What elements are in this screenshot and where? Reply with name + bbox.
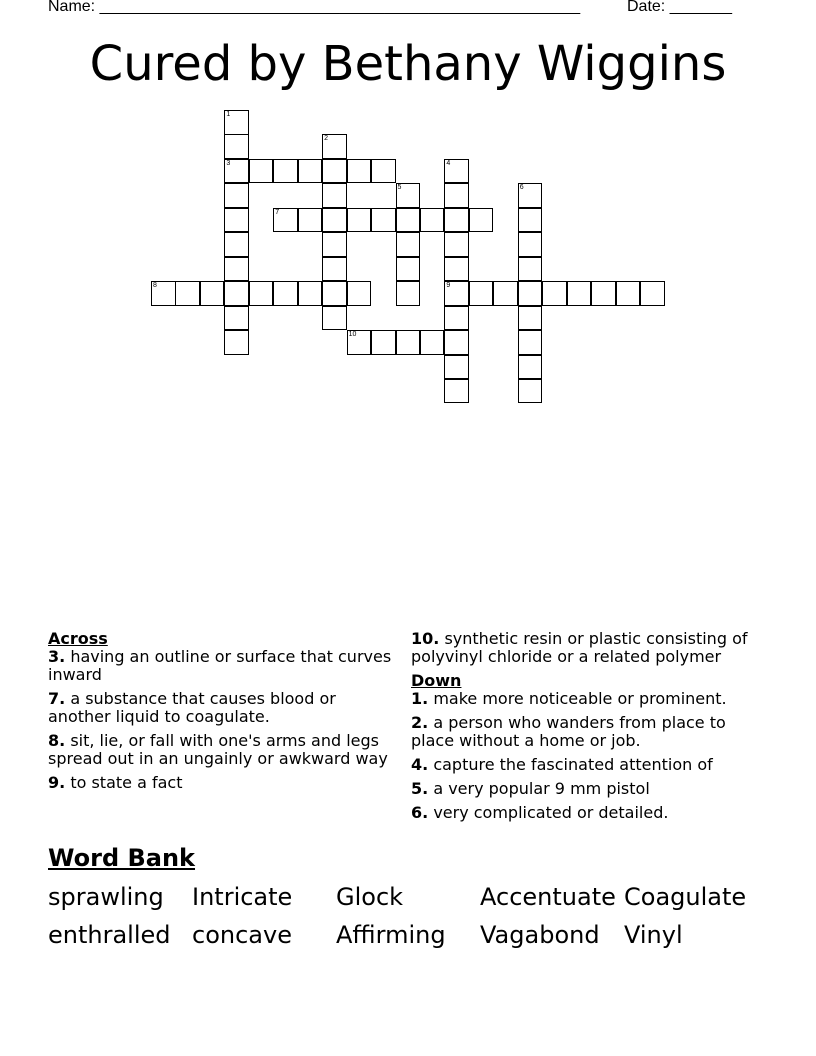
down-heading: Down <box>411 671 462 690</box>
clue-number: 1. <box>411 689 429 708</box>
grid-cell[interactable] <box>224 306 249 331</box>
clue-number-label: 6 <box>519 184 524 192</box>
clue-number: 4. <box>411 755 429 774</box>
clue-number-label: 10 <box>348 331 357 339</box>
clue-down-4 <box>411 756 771 774</box>
grid-cell[interactable] <box>444 306 469 331</box>
clue-text: a person who wanders from place to place without a home or job. <box>411 713 726 750</box>
word-bank-word: Accentuate <box>480 883 616 911</box>
clue-across-7 <box>48 690 403 726</box>
clue-text: to state a fact <box>70 773 183 792</box>
clue-across-8 <box>48 732 403 768</box>
clue-number-label: 3 <box>226 159 231 167</box>
clue-number: 10. <box>411 629 440 648</box>
grid-cell[interactable] <box>420 208 445 233</box>
grid-cell[interactable] <box>518 257 543 282</box>
clue-number-label: 4 <box>446 159 451 167</box>
clue-text: synthetic resin or plastic consisting of polyvinyl chloride or a related polymer <box>411 629 748 666</box>
word-bank-word: Vinyl <box>624 921 683 949</box>
date-field[interactable]: Date: _______ <box>627 0 732 15</box>
clue-text: having an outline or surface that curves inward <box>48 647 392 684</box>
grid-cell[interactable] <box>175 281 200 306</box>
clue-number: 8. <box>48 731 66 750</box>
grid-cell[interactable] <box>224 208 249 233</box>
grid-cell[interactable] <box>273 159 298 184</box>
grid-cell[interactable] <box>322 281 347 306</box>
clue-number-label: 1 <box>226 111 231 118</box>
clue-across-10 <box>411 630 771 666</box>
grid-cell[interactable] <box>518 355 543 380</box>
grid-cell[interactable] <box>224 232 249 257</box>
clue-across-3 <box>48 648 403 684</box>
clue-number-label: 9 <box>446 282 451 290</box>
grid-cell[interactable] <box>640 281 665 306</box>
clue-number-label: 8 <box>153 282 157 290</box>
grid-cell[interactable] <box>518 330 543 355</box>
grid-cell[interactable] <box>542 281 567 306</box>
grid-cell[interactable] <box>298 208 323 233</box>
grid-cell[interactable] <box>518 379 543 404</box>
word-bank-word: concave <box>192 921 292 949</box>
grid-cell[interactable] <box>224 330 249 355</box>
grid-cell[interactable] <box>444 257 469 282</box>
grid-cell[interactable] <box>322 232 347 257</box>
grid-cell[interactable] <box>224 110 249 135</box>
clue-down-5 <box>411 780 771 798</box>
grid-cell[interactable] <box>200 281 225 306</box>
grid-cell[interactable] <box>371 208 396 233</box>
grid-cell[interactable] <box>518 281 543 306</box>
grid-cell[interactable] <box>396 281 421 306</box>
grid-cell[interactable] <box>371 330 396 355</box>
grid-cell[interactable] <box>273 208 298 233</box>
clue-number-label: 2 <box>324 135 329 143</box>
across-heading: Across <box>48 629 108 648</box>
clue-text: sit, lie, or fall with one's arms and legs spread out in an ungainly or awkward way <box>48 731 388 768</box>
grid-cell[interactable] <box>444 330 469 355</box>
grid-cell[interactable] <box>347 330 372 355</box>
clue-across-9 <box>48 774 403 792</box>
clues-right-column <box>411 630 771 828</box>
grid-cell[interactable] <box>322 134 347 159</box>
clue-text: very complicated or detailed. <box>433 803 669 822</box>
word-bank-word: enthralled <box>48 921 171 949</box>
clue-number: 2. <box>411 713 429 732</box>
grid-cell[interactable] <box>249 281 274 306</box>
grid-cell[interactable] <box>420 330 445 355</box>
grid-cell[interactable] <box>347 281 372 306</box>
grid-cell[interactable] <box>224 134 249 159</box>
grid-cell[interactable] <box>469 281 494 306</box>
grid-cell[interactable] <box>298 281 323 306</box>
word-bank-word: Glock <box>336 883 404 911</box>
clue-text: capture the fascinated attention of <box>433 755 713 774</box>
grid-cell[interactable] <box>322 159 347 184</box>
word-bank-word: sprawling <box>48 883 164 911</box>
clue-number: 9. <box>48 773 66 792</box>
grid-cell[interactable] <box>444 232 469 257</box>
grid-cell[interactable] <box>224 159 249 184</box>
clue-text: make more noticeable or prominent. <box>433 689 727 708</box>
grid-cell[interactable] <box>273 281 298 306</box>
grid-cell[interactable] <box>444 281 469 306</box>
grid-cell[interactable] <box>469 208 494 233</box>
clues-left-column <box>48 630 403 798</box>
grid-cell[interactable] <box>347 208 372 233</box>
grid-cell[interactable] <box>518 306 543 331</box>
clue-down-6 <box>411 804 771 822</box>
grid-cell[interactable] <box>444 183 469 208</box>
grid-cell[interactable] <box>396 257 421 282</box>
word-bank-word: Vagabond <box>480 921 600 949</box>
clue-down-2 <box>411 714 771 750</box>
grid-cell[interactable] <box>224 281 249 306</box>
clue-down-1 <box>411 690 771 708</box>
clue-number: 7. <box>48 689 66 708</box>
clue-text: a substance that causes blood or another liquid to coagulate. <box>48 689 336 726</box>
clue-number: 5. <box>411 779 429 798</box>
grid-cell[interactable] <box>616 281 641 306</box>
clue-number-label: 7 <box>275 208 280 216</box>
grid-cell[interactable] <box>224 183 249 208</box>
grid-cell[interactable] <box>298 159 323 184</box>
grid-cell[interactable] <box>322 208 347 233</box>
grid-cell[interactable] <box>444 379 469 404</box>
grid-cell[interactable] <box>322 306 347 331</box>
word-bank-title: Word Bank <box>48 844 196 872</box>
grid-cell[interactable] <box>347 159 372 184</box>
crossword-grid <box>0 0 816 420</box>
word-bank-word: Intricate <box>192 883 293 911</box>
page-title: Cured by Bethany Wiggins <box>89 36 727 92</box>
grid-cell[interactable] <box>567 281 592 306</box>
grid-cell[interactable] <box>322 183 347 208</box>
grid-cell[interactable] <box>444 159 469 184</box>
grid-cell[interactable] <box>444 355 469 380</box>
grid-cell[interactable] <box>322 257 347 282</box>
word-bank-word: Coagulate <box>624 883 747 911</box>
grid-cell[interactable] <box>591 281 616 306</box>
clue-number: 3. <box>48 647 66 666</box>
clue-number: 6. <box>411 803 429 822</box>
grid-cell[interactable] <box>396 183 421 208</box>
grid-cell[interactable] <box>224 257 249 282</box>
grid-cell[interactable] <box>518 208 543 233</box>
grid-cell[interactable] <box>493 281 518 306</box>
grid-cell[interactable] <box>396 330 421 355</box>
grid-cell[interactable] <box>371 159 396 184</box>
word-bank-word: Affirming <box>336 921 446 949</box>
grid-cell[interactable] <box>151 281 176 306</box>
name-field[interactable]: Name: ______________________________________________________ <box>48 0 581 15</box>
clue-number-label: 5 <box>397 184 402 192</box>
grid-cell[interactable] <box>518 183 543 208</box>
grid-cell[interactable] <box>249 159 274 184</box>
clue-text: a very popular 9 mm pistol <box>433 779 650 798</box>
grid-cell[interactable] <box>396 208 421 233</box>
grid-cell[interactable] <box>444 208 469 233</box>
grid-cell[interactable] <box>518 232 543 257</box>
grid-cell[interactable] <box>396 232 421 257</box>
